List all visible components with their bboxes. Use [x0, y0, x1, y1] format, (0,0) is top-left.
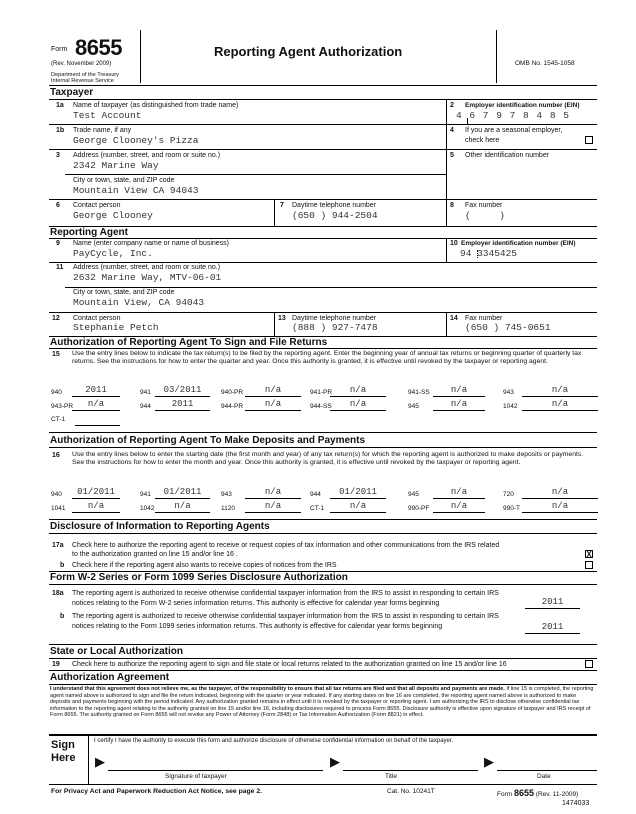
agent-section-title: Reporting Agent: [50, 227, 128, 238]
title-arrow-icon: ▶: [330, 754, 340, 769]
return-form-label: 941-PR: [310, 389, 333, 396]
agreement-section-title: Authorization Agreement: [50, 672, 170, 683]
footer-form-label: [497, 788, 578, 798]
return-date-underline: [72, 498, 120, 499]
agent-contact-label: Contact person: [73, 315, 121, 322]
return-date-field[interactable]: 2011: [171, 399, 194, 409]
return-form-label: 1042: [503, 403, 518, 410]
w2-a-year-field[interactable]: 2011: [541, 597, 564, 607]
taxpayer-address-field[interactable]: 2342 Marine Way: [73, 160, 159, 171]
return-form-label: 941: [140, 491, 151, 498]
return-date-underline: [522, 498, 598, 499]
form-title: Reporting Agent Authorization: [214, 44, 403, 59]
w2-a-text-1: The reporting agent is authorized to receive otherwise confidential taxpayer information from the IRS to assist in responding to certain IRS: [72, 590, 499, 597]
agent-phone-label: Daytime telephone number: [292, 315, 377, 322]
trade-name-label: Trade name, if any: [73, 127, 132, 134]
return-date-underline: [245, 396, 301, 397]
disclosure-a-checkbox[interactable]: X: [586, 550, 592, 559]
date-field[interactable]: [497, 770, 597, 771]
w2-b-year-field[interactable]: 2011: [541, 622, 564, 632]
return-date-field[interactable]: 01/2011: [77, 487, 115, 497]
return-form-label: 944-PR: [221, 403, 244, 410]
return-form-label: 945: [408, 403, 419, 410]
taxpayer-contact-label: Contact person: [73, 202, 121, 209]
return-date-field[interactable]: n/a: [450, 399, 468, 409]
seasonal-employer-label: If you are a seasonal employer,: [465, 127, 563, 134]
taxpayer-name-label: Name of taxpayer (as distinguished from trade name): [73, 102, 239, 109]
return-date-field[interactable]: n/a: [87, 399, 105, 409]
return-date-underline: [330, 498, 386, 499]
line-16-number: 16: [52, 452, 60, 459]
return-date-underline: [522, 410, 598, 411]
disclosure-section-title: Disclosure of Information to Reporting Agents: [50, 521, 270, 532]
file-section-instructions: Use the entry lines below to indicate the tax return(s) to be filed by the reporting agent. Enter the beginning year of annual tax returns or beginning quarter of quarterly tax returns. See the instructions for how to enter the quarter and year. Once this authority is granted, it is effective until revoked by the taxpayer or reporting agent.: [72, 350, 582, 366]
taxpayer-name-field[interactable]: Test Account: [73, 110, 142, 121]
deposit-section-instructions: Use the entry lines below to enter the starting date (the first month and year) of any tax return(s) for which the reporting agent is authorized to make deposits or payments. See the instructions for how to enter the month and year. Once this authority is granted, it is effective until revoked by the taxpayer or reporting agent.: [72, 451, 584, 467]
return-date-field[interactable]: n/a: [450, 487, 468, 497]
return-form-label: 941: [140, 389, 151, 396]
state-text: Check here to authorize the reporting agent to sign and file state or local returns related to the authorization granted on line 15 and/or line 16: [72, 661, 507, 668]
line-6-number: 6: [56, 202, 60, 209]
state-section-title: State or Local Authorization: [50, 646, 183, 657]
ct1-field[interactable]: [75, 425, 120, 426]
line-5-number: 5: [450, 152, 454, 159]
return-form-label: 720: [503, 491, 514, 498]
disclosure-a-text-2: to the authorization granted on line 15 and/or line 16 .: [72, 551, 238, 558]
return-date-field[interactable]: n/a: [450, 385, 468, 395]
return-date-underline: [330, 512, 386, 513]
title-field[interactable]: [343, 770, 478, 771]
taxpayer-ein-label: Employer identification number (EIN): [465, 102, 580, 109]
return-form-label: 943-PR: [51, 403, 74, 410]
department-line: Department of the Treasury: [51, 72, 120, 78]
return-date-field[interactable]: n/a: [87, 501, 105, 511]
taxpayer-city-field[interactable]: Mountain View CA 94043: [73, 185, 199, 196]
return-date-underline: [155, 396, 210, 397]
return-date-field[interactable]: n/a: [349, 385, 367, 395]
taxpayer-address-label: Address (number, street, and room or suite no.): [73, 152, 221, 159]
return-date-field[interactable]: 2011: [85, 385, 107, 395]
signature-arrow-icon: ▶: [95, 754, 105, 769]
return-form-label: 944-SS: [310, 403, 332, 410]
return-date-underline: [330, 410, 386, 411]
form-number: 8655: [75, 35, 122, 60]
return-date-underline: [245, 498, 301, 499]
agent-address-field[interactable]: 2632 Marine Way, MTV-06-01: [73, 272, 222, 283]
return-date-field[interactable]: n/a: [551, 385, 569, 395]
deposit-section-title: Authorization of Reporting Agent To Make Deposits and Payments: [50, 435, 366, 446]
taxpayer-contact-field[interactable]: George Clooney: [73, 210, 153, 221]
w2-section-title: Form W-2 Series or Form 1099 Series Disclosure Authorization: [50, 572, 348, 583]
agent-fax-field[interactable]: (650 ) 745-0651: [465, 322, 551, 333]
line-17a-number: 17a: [52, 542, 64, 549]
w2-a-text-2: notices relating to the Form W-2 series information returns. This authority is effective for calendar year forms beginning: [72, 600, 440, 607]
agent-name-field[interactable]: PayCycle, Inc.: [73, 248, 153, 259]
return-date-field[interactable]: 01/2011: [163, 487, 202, 497]
disclosure-b-checkbox[interactable]: [585, 561, 593, 569]
agreement-text: [50, 686, 596, 719]
agent-contact-field[interactable]: Stephanie Petch: [73, 322, 159, 333]
agent-name-label: Name (enter company name or name of business): [73, 240, 230, 247]
line-12-number: 12: [52, 315, 60, 322]
sign-label: Sign: [51, 739, 75, 751]
revision-date: (Rev. November 2009): [51, 61, 112, 67]
agent-phone-field[interactable]: (888 ) 927-7478: [292, 322, 378, 333]
w2-b-text-2: notices relating to the Form 1099 series information returns. This authority is effective for calendar year forms beginning: [72, 623, 443, 630]
return-form-label: CT-1: [310, 505, 325, 512]
agreement-body: If line 15 is completed, the reporting agent named above is authorized to sign and file the return indicated, beginning with the quarter or year indicated. If any starting dates on line 16 are completed, the reporting agent named above is authorized to make deposits and payments beginning with the period indicated. Any authorization granted remains in effect until it is revoked by the taxpayer or reporting agent. I am authorizing the IRS to disclose otherwise confidential tax information to the reporting agent relating to the authority granted on line 15 and/or line 16, including disclosures required to process Form 8655. Disclosure authority is effective upon signature of taxpayer and IRS receipt of Form 8655. The authority granted on Form 8655 will not revoke any Power of Attorney (Form 2848) or Tax Information Authorization (Form 8821) in effect.: [50, 686, 594, 718]
footer-form-number: 8655: [513, 788, 535, 798]
taxpayer-ein-field[interactable]: 4 6 7 9 7 8 4 8 5: [456, 110, 570, 121]
disclosure-b-text: Check here if the reporting agent also wants to receive copies of notices from the IRS: [72, 562, 337, 569]
agent-ein-label: Employer identification number (EIN): [461, 240, 576, 247]
privacy-notice: For Privacy Act and Paperwork Reduction Act Notice, see page 2.: [51, 788, 263, 795]
footer-form-word: Form: [497, 791, 513, 798]
agency-line: Internal Revenue Service: [51, 78, 114, 84]
return-form-label: 940: [51, 491, 62, 498]
return-date-field[interactable]: n/a: [551, 487, 569, 497]
omb-number: OMB No. 1545-1058: [515, 60, 575, 67]
agent-ein-field[interactable]: 94 3345425: [460, 248, 518, 259]
return-date-underline: [522, 512, 598, 513]
return-form-label: 943: [221, 491, 232, 498]
return-date-underline: [433, 410, 485, 411]
trade-name-field[interactable]: George Clooney's Pizza: [73, 135, 199, 146]
file-section-title: Authorization of Reporting Agent To Sign and File Returns: [50, 337, 328, 348]
line-1a-number: 1a: [56, 102, 64, 109]
taxpayer-phone-field[interactable]: (650 ) 944-2504: [292, 210, 378, 221]
sign-certification: I certify I have the authority to execute this form and authorize disclosure of otherwise confidential information on behalf of the taxpayer.: [94, 738, 454, 744]
return-date-underline: [72, 396, 120, 397]
return-form-label: 990-T: [503, 505, 520, 512]
footer-code: 1474033: [562, 800, 590, 807]
return-date-underline: [72, 410, 120, 411]
return-date-field[interactable]: n/a: [264, 399, 282, 409]
return-form-label: 940-PR: [221, 389, 244, 396]
return-form-label: 944: [140, 403, 151, 410]
return-date-field[interactable]: n/a: [349, 399, 367, 409]
here-label: Here: [51, 752, 76, 764]
taxpayer-fax-field[interactable]: ( ): [465, 210, 505, 221]
return-form-label: 945: [408, 491, 419, 498]
catalog-number: Cat. No. 10241T: [387, 788, 435, 795]
return-date-underline: [433, 396, 485, 397]
signature-field[interactable]: [108, 770, 323, 771]
footer-revision: (Rev. 11-2009): [535, 791, 579, 798]
return-date-underline: [155, 512, 210, 513]
line-10-number: 10: [450, 240, 458, 247]
seasonal-employer-checkbox[interactable]: [585, 136, 593, 144]
signature-label: Signature of taxpayer: [165, 773, 227, 780]
return-date-field[interactable]: 03/2011: [163, 385, 202, 395]
line-19-number: 19: [52, 661, 60, 668]
taxpayer-section-title: Taxpayer: [50, 87, 94, 98]
ct1-label: CT-1: [51, 416, 66, 423]
agent-address-label: Address (number, street, and room or suite no.): [73, 264, 221, 271]
return-date-field[interactable]: n/a: [349, 501, 367, 511]
form-label: Form: [51, 46, 68, 53]
return-date-underline: [245, 512, 301, 513]
return-date-field[interactable]: 01/2011: [339, 487, 377, 497]
other-id-label: Other identification number: [465, 152, 550, 159]
taxpayer-fax-label: Fax number: [465, 202, 503, 209]
taxpayer-city-label: City or town, state, and ZIP code: [73, 177, 175, 184]
line-13-number: 13: [278, 315, 286, 322]
line-9-number: 9: [56, 240, 60, 247]
return-form-label: 940: [51, 389, 62, 396]
line-2-number: 2: [450, 102, 454, 109]
state-checkbox[interactable]: [585, 660, 593, 668]
agreement-bold: I understand that this agreement does not relieve me, as the taxpayer, of the responsibility to ensure that all tax returns are filed and that all deposits and payments are made.: [50, 686, 505, 692]
date-arrow-icon: ▶: [484, 754, 494, 769]
agent-city-label: City or town, state, and ZIP code: [73, 289, 175, 296]
line-3-number: 3: [56, 152, 60, 159]
line-18a-number: 18a: [52, 590, 64, 597]
return-date-field[interactable]: n/a: [174, 501, 191, 511]
return-date-underline: [433, 498, 485, 499]
return-form-label: 990-PF: [408, 505, 430, 512]
agent-city-field[interactable]: Mountain View, CA 94043: [73, 297, 205, 308]
line-15-number: 15: [52, 351, 60, 358]
line-11-number: 11: [56, 264, 64, 271]
return-date-underline: [72, 512, 120, 513]
return-form-label: 943: [503, 389, 514, 396]
return-date-field[interactable]: n/a: [551, 399, 569, 409]
return-form-label: 1041: [51, 505, 66, 512]
line-8-number: 8: [450, 202, 454, 209]
return-date-field[interactable]: n/a: [264, 487, 282, 497]
return-date-underline: [155, 410, 210, 411]
return-date-underline: [330, 396, 386, 397]
return-date-field[interactable]: n/a: [450, 501, 468, 511]
return-date-underline: [433, 512, 485, 513]
taxpayer-phone-label: Daytime telephone number: [292, 202, 377, 209]
title-label: Title: [385, 773, 398, 780]
date-label: Date: [537, 773, 551, 780]
seasonal-employer-check-label: check here: [465, 137, 500, 144]
return-date-field[interactable]: n/a: [264, 385, 282, 395]
line-7-number: 7: [280, 202, 284, 209]
return-date-field[interactable]: n/a: [551, 501, 569, 511]
line-18b-number: b: [60, 613, 65, 620]
return-form-label: 941-SS: [408, 389, 430, 396]
return-form-label: 944: [310, 491, 321, 498]
return-date-underline: [522, 396, 598, 397]
line-4-number: 4: [450, 127, 454, 134]
w2-b-text-1: The reporting agent is authorized to receive otherwise confidential taxpayer information from the IRS to assist in responding to certain IRS: [72, 613, 499, 620]
return-date-underline: [245, 410, 301, 411]
line-17b-number: b: [60, 562, 65, 569]
return-date-field[interactable]: n/a: [264, 501, 282, 511]
line-14-number: 14: [450, 315, 458, 322]
agent-fax-label: Fax number: [465, 315, 503, 322]
line-1b-number: 1b: [56, 127, 65, 134]
return-date-underline: [155, 498, 210, 499]
return-form-label: 1120: [221, 505, 235, 512]
return-form-label: 1042: [140, 505, 155, 512]
disclosure-a-text-1: Check here to authorize the reporting agent to receive or request copies of tax information and other communications from the IRS related: [72, 542, 500, 549]
